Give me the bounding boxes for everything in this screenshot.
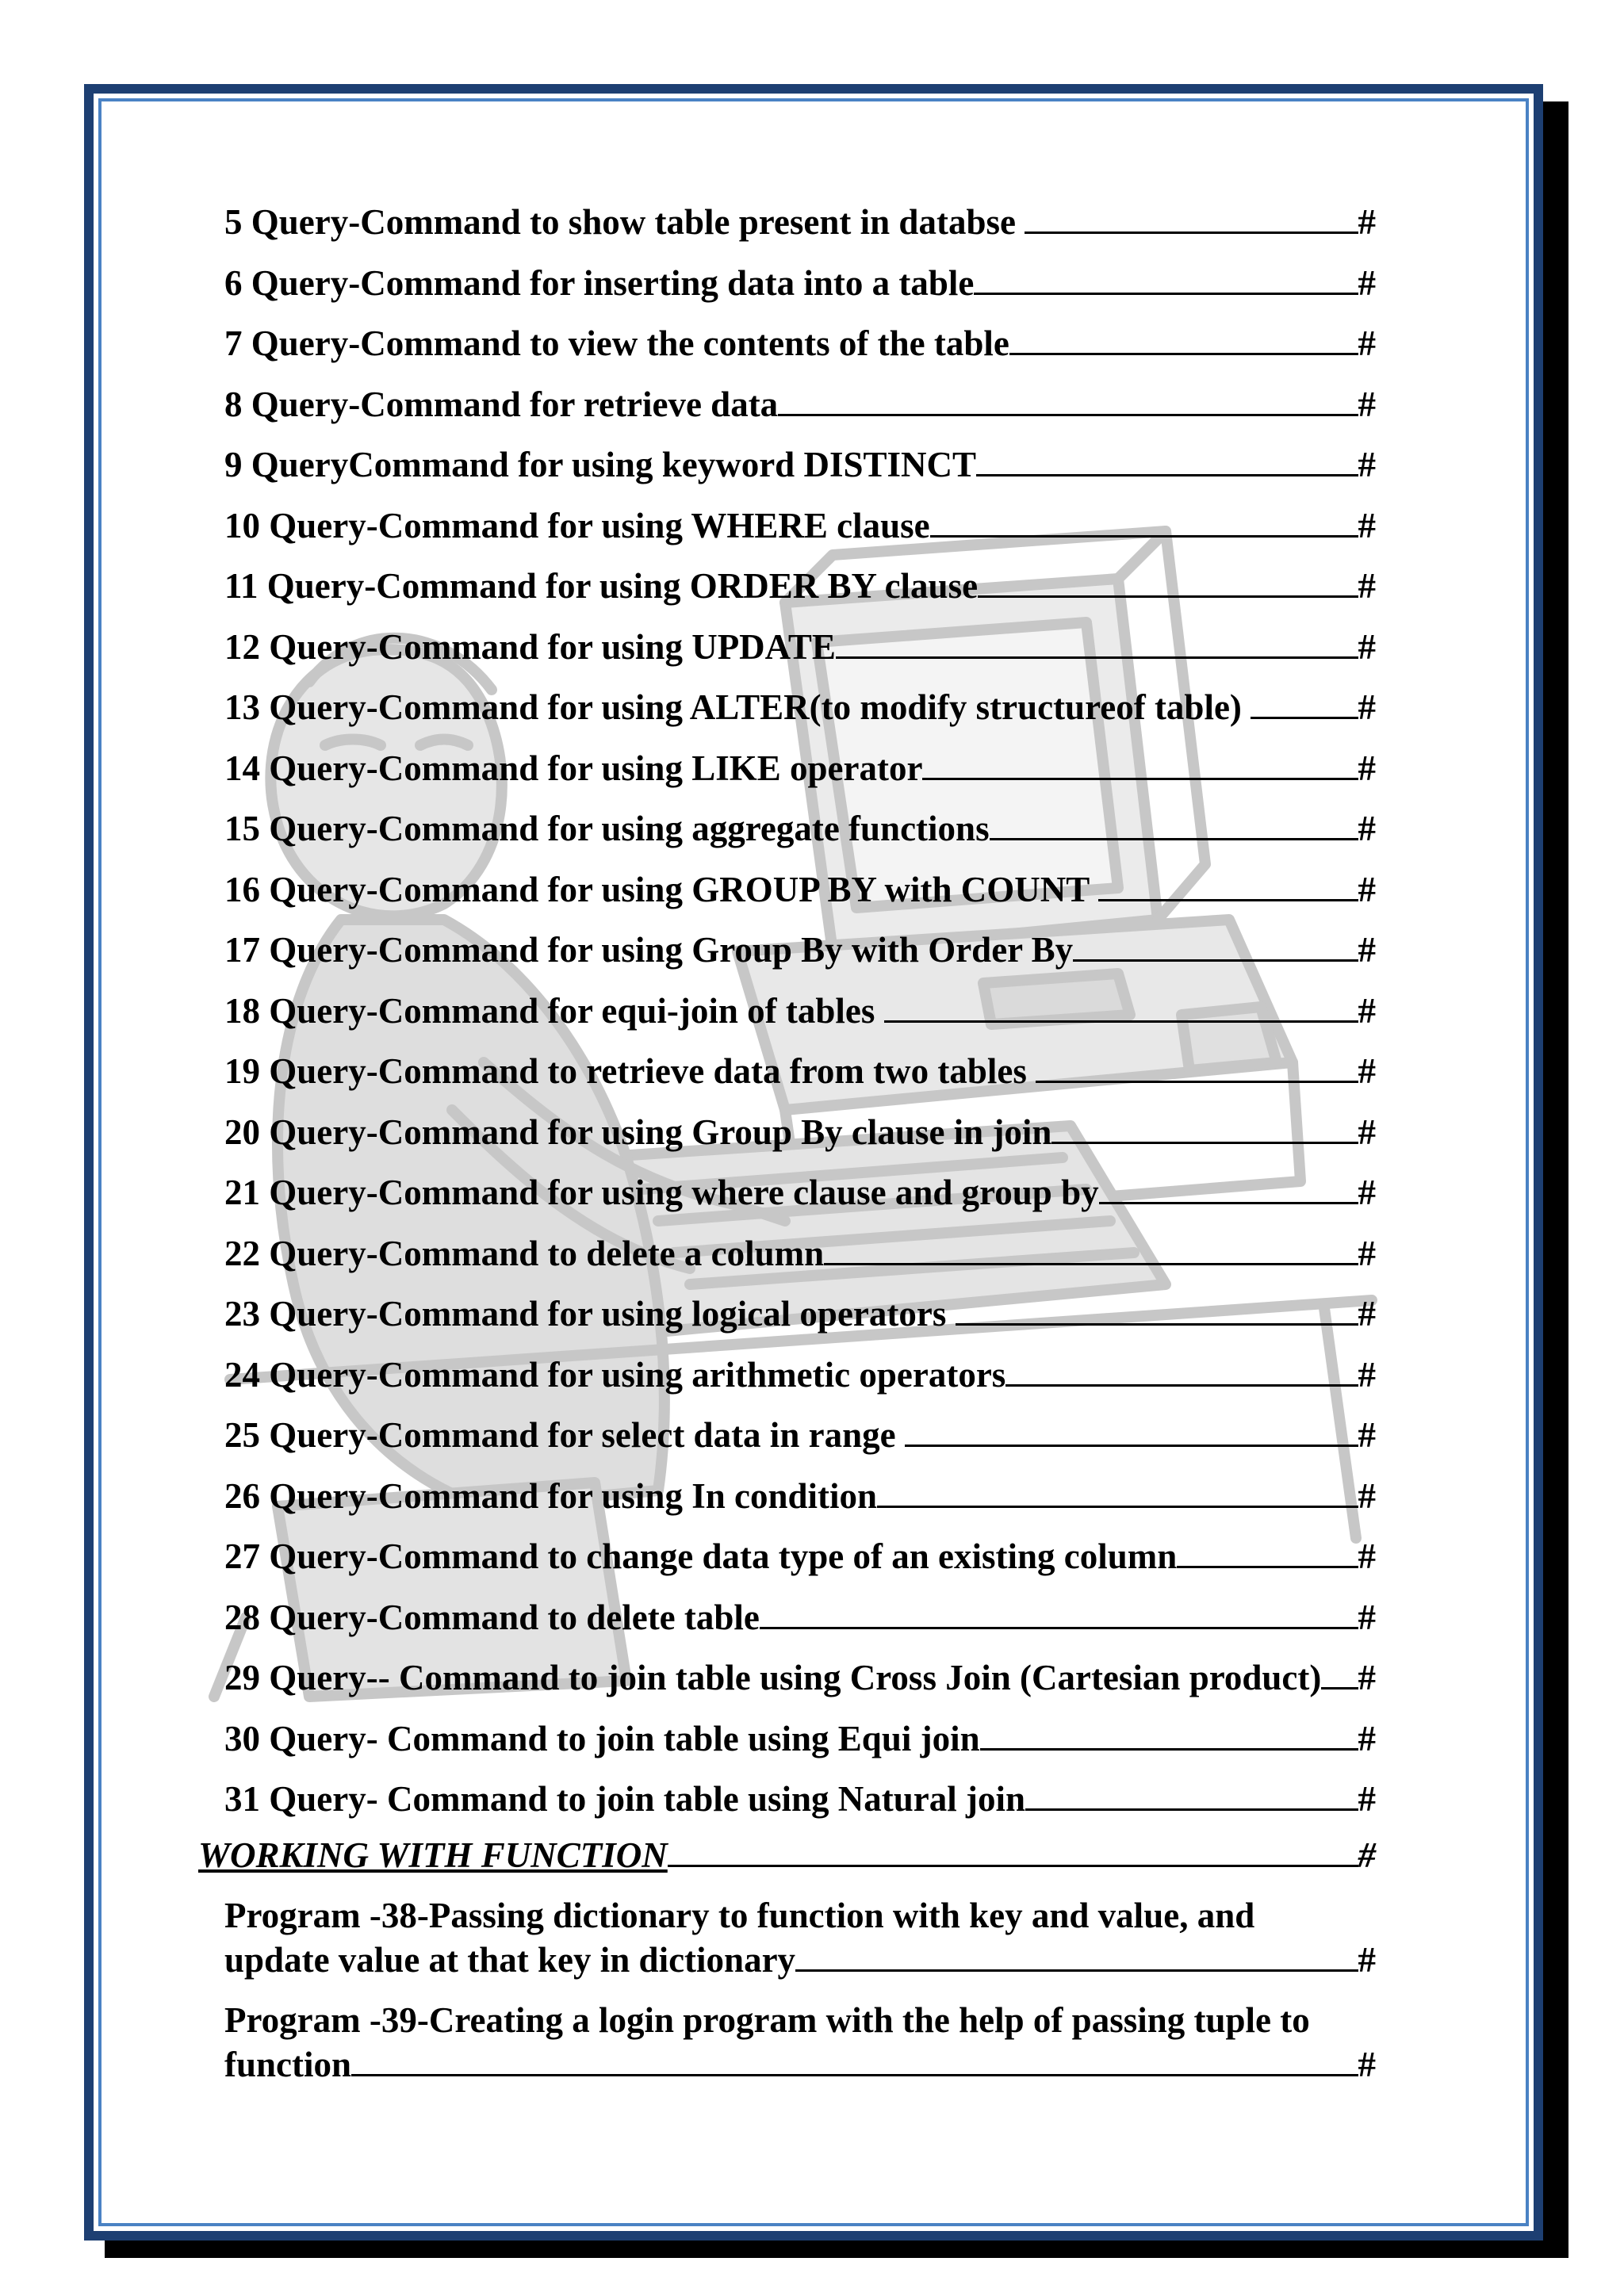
contents-entry: [224, 1292, 1376, 1336]
page-number-placeholder: #: [1358, 748, 1376, 788]
page-number-placeholder: #: [1358, 506, 1376, 545]
contents-entry: [224, 685, 1376, 729]
contents-entry: [224, 503, 1376, 548]
entry-number: 25: [224, 1415, 260, 1455]
contents-entry: [224, 1049, 1376, 1093]
leader-underline: [1025, 201, 1358, 234]
program-entry-line1: Program -39-Creating a login program with the help of passing tuple to: [224, 2000, 1310, 2040]
entry-title: Query-Command to delete table: [269, 1598, 760, 1637]
leader-underline: [1098, 869, 1358, 901]
contents-entry: [224, 261, 1376, 305]
entry-title: Query-Command for select data in range: [269, 1415, 905, 1455]
entry-title: Query-Command for using GROUP BY with COUNT: [269, 870, 1098, 909]
leader-underline: [905, 1414, 1358, 1447]
entry-number: 12: [224, 627, 260, 667]
entry-title: Query-Command for using arithmetic operators: [269, 1355, 1006, 1395]
entry-number: 15: [224, 809, 260, 848]
contents-entry: [224, 1231, 1376, 1276]
entry-number: 30: [224, 1719, 260, 1758]
entry-number: 20: [224, 1112, 260, 1152]
leader-underline: [778, 384, 1358, 416]
contents-entry: [224, 746, 1376, 790]
contents-entry: [224, 1777, 1376, 1821]
leader-underline: [974, 262, 1358, 295]
entry-title: Query- Command to join table using Equi join: [269, 1719, 980, 1758]
leader-underline: [976, 444, 1358, 476]
entry-number: 29: [224, 1658, 260, 1697]
entry-number: 23: [224, 1294, 260, 1334]
entry-title: Query- Command to join table using Natural join: [269, 1779, 1026, 1819]
leader-underline: [1009, 323, 1358, 355]
entry-number: 8: [224, 385, 243, 424]
entry-title: Query-Command for inserting data into a table: [251, 263, 975, 303]
leader-underline: [668, 1835, 1358, 1867]
leader-underline: [980, 1718, 1358, 1751]
entry-number: 26: [224, 1476, 260, 1516]
contents-entry: [224, 321, 1376, 365]
page-number-placeholder: #: [1358, 1173, 1376, 1212]
leader-underline: [351, 2044, 1358, 2076]
entry-number: 11: [224, 566, 259, 606]
entry-number: 22: [224, 1234, 260, 1273]
leader-underline: [824, 1233, 1358, 1265]
entry-number: 16: [224, 870, 260, 909]
contents-entry: [224, 1413, 1376, 1457]
entry-title: Query-Command to change data type of an existing column: [269, 1536, 1178, 1576]
entry-title: Query-Command for using In condition: [269, 1476, 878, 1516]
program-entry-line1: Program -38-Passing dictionary to function with key and value, and: [224, 1896, 1255, 1935]
entry-title: Query-Command for using aggregate functions: [269, 809, 990, 848]
entry-number: 24: [224, 1355, 260, 1395]
entry-number: 7: [224, 323, 243, 363]
leader-underline: [836, 626, 1358, 659]
page-number-placeholder: #: [1358, 1940, 1376, 1980]
entry-number: 9: [224, 445, 243, 484]
page-number-placeholder: #: [1358, 687, 1376, 727]
program-entry-line2: [224, 1938, 1376, 1982]
section-heading: [198, 1833, 1376, 1877]
entry-number: 10: [224, 506, 260, 545]
page-number-placeholder: #: [1358, 1779, 1376, 1819]
leader-underline: [930, 505, 1358, 538]
entry-number: 14: [224, 748, 260, 788]
entry-title: Query-Command for using Group By clause in join: [269, 1112, 1052, 1152]
entry-number: 6: [224, 263, 243, 303]
page-number-placeholder: #: [1358, 1658, 1376, 1697]
contents-entry: [224, 989, 1376, 1033]
contents-entry: [224, 1110, 1376, 1154]
page-number-placeholder: #: [1358, 627, 1376, 667]
page-number-placeholder: #: [1358, 1835, 1376, 1875]
entry-title: Query-Command for retrieve data: [251, 385, 779, 424]
contents-entry: [224, 1595, 1376, 1640]
entry-title: Query-Command for using UPDATE: [269, 627, 836, 667]
leader-underline: [978, 565, 1358, 598]
leader-underline: [760, 1597, 1358, 1629]
leader-underline: [1321, 1657, 1358, 1689]
section-title: WORKING WITH FUNCTION: [198, 1835, 668, 1875]
contents-entry: [224, 1655, 1376, 1700]
page-number-placeholder: #: [1358, 566, 1376, 606]
entry-title: Query-Command for using LIKE operator: [269, 748, 923, 788]
page-number-placeholder: #: [1358, 1476, 1376, 1516]
page-number-placeholder: #: [1358, 1536, 1376, 1576]
leader-underline: [990, 808, 1358, 840]
page-number-placeholder: #: [1358, 1112, 1376, 1152]
entry-title: Query-Command for using WHERE clause: [269, 506, 930, 545]
leader-underline: [1005, 1354, 1358, 1387]
leader-underline: [1073, 929, 1358, 962]
contents-entry: [224, 625, 1376, 669]
page-number-placeholder: #: [1358, 1598, 1376, 1637]
leader-underline: [956, 1293, 1358, 1326]
leader-underline: [884, 990, 1358, 1023]
leader-underline: [795, 1939, 1358, 1972]
entry-number: 13: [224, 687, 260, 727]
leader-underline: [1051, 1112, 1358, 1144]
page-number-placeholder: #: [1358, 1051, 1376, 1091]
contents-entry: [224, 564, 1376, 608]
entry-number: 19: [224, 1051, 260, 1091]
entry-number: 5: [224, 202, 243, 242]
contents-entry: [224, 1716, 1376, 1761]
entry-title: Query-Command to delete a column: [269, 1234, 825, 1273]
contents-entry: [224, 382, 1376, 427]
contents-entry: [224, 200, 1376, 244]
contents-entry: [224, 1474, 1376, 1518]
entry-number: 28: [224, 1598, 260, 1637]
page-number-placeholder: #: [1358, 2045, 1376, 2084]
leader-underline: [1099, 1172, 1358, 1204]
entry-title: Query-Command for using logical operators: [269, 1294, 956, 1334]
entry-title: Query-Command for using ORDER BY clause: [266, 566, 979, 606]
page-number-placeholder: #: [1358, 1355, 1376, 1395]
entry-title: Query-Command to view the contents of the table: [251, 323, 1009, 363]
entry-title: QueryCommand for using keyword DISTINCT: [251, 445, 977, 484]
entry-number: 31: [224, 1779, 260, 1819]
page-number-placeholder: #: [1358, 445, 1376, 484]
page-number-placeholder: #: [1358, 1234, 1376, 1273]
page-number-placeholder: #: [1358, 263, 1376, 303]
leader-underline: [1251, 687, 1358, 719]
leader-underline: [1177, 1536, 1358, 1568]
contents-entry: [224, 1534, 1376, 1578]
entry-title: Query-Command to show table present in databse: [251, 202, 1025, 242]
page-number-placeholder: #: [1358, 385, 1376, 424]
entry-number: 17: [224, 930, 260, 970]
leader-underline: [922, 748, 1358, 780]
page-number-placeholder: #: [1358, 809, 1376, 848]
page-number-placeholder: #: [1358, 1719, 1376, 1758]
entry-title: Query-- Command to join table using Cross Join (Cartesian product): [269, 1658, 1322, 1697]
page-number-placeholder: #: [1358, 930, 1376, 970]
contents-entry: [224, 867, 1376, 912]
entry-number: 21: [224, 1173, 260, 1212]
leader-underline: [1036, 1050, 1358, 1083]
leader-underline: [877, 1475, 1358, 1508]
page-number-placeholder: #: [1358, 202, 1376, 242]
entry-title: Query-Command for using Group By with Order By: [269, 930, 1074, 970]
entry-title: Query-Command for using ALTER(to modify structureof table): [269, 687, 1251, 727]
page-number-placeholder: #: [1358, 870, 1376, 909]
contents-entry: [224, 442, 1376, 487]
contents-entry: [224, 806, 1376, 851]
entry-title: Query-Command for equi-join of tables: [269, 991, 884, 1031]
entry-number: 18: [224, 991, 260, 1031]
entry-number: 27: [224, 1536, 260, 1576]
leader-underline: [1025, 1778, 1358, 1811]
contents-entry: [224, 1170, 1376, 1215]
entry-title: Query-Command for using where clause and group by: [269, 1173, 1099, 1212]
page-number-placeholder: #: [1358, 991, 1376, 1031]
page-number-placeholder: #: [1358, 1415, 1376, 1455]
contents-entry: [224, 1353, 1376, 1397]
program-entry-title: function: [224, 2045, 352, 2084]
program-entry-line2: [224, 2042, 1376, 2087]
program-entry-title: update value at that key in dictionary: [224, 1940, 796, 1980]
contents-entry: [224, 928, 1376, 972]
page-number-placeholder: #: [1358, 323, 1376, 363]
entry-title: Query-Command to retrieve data from two tables: [269, 1051, 1036, 1091]
page-number-placeholder: #: [1358, 1294, 1376, 1334]
